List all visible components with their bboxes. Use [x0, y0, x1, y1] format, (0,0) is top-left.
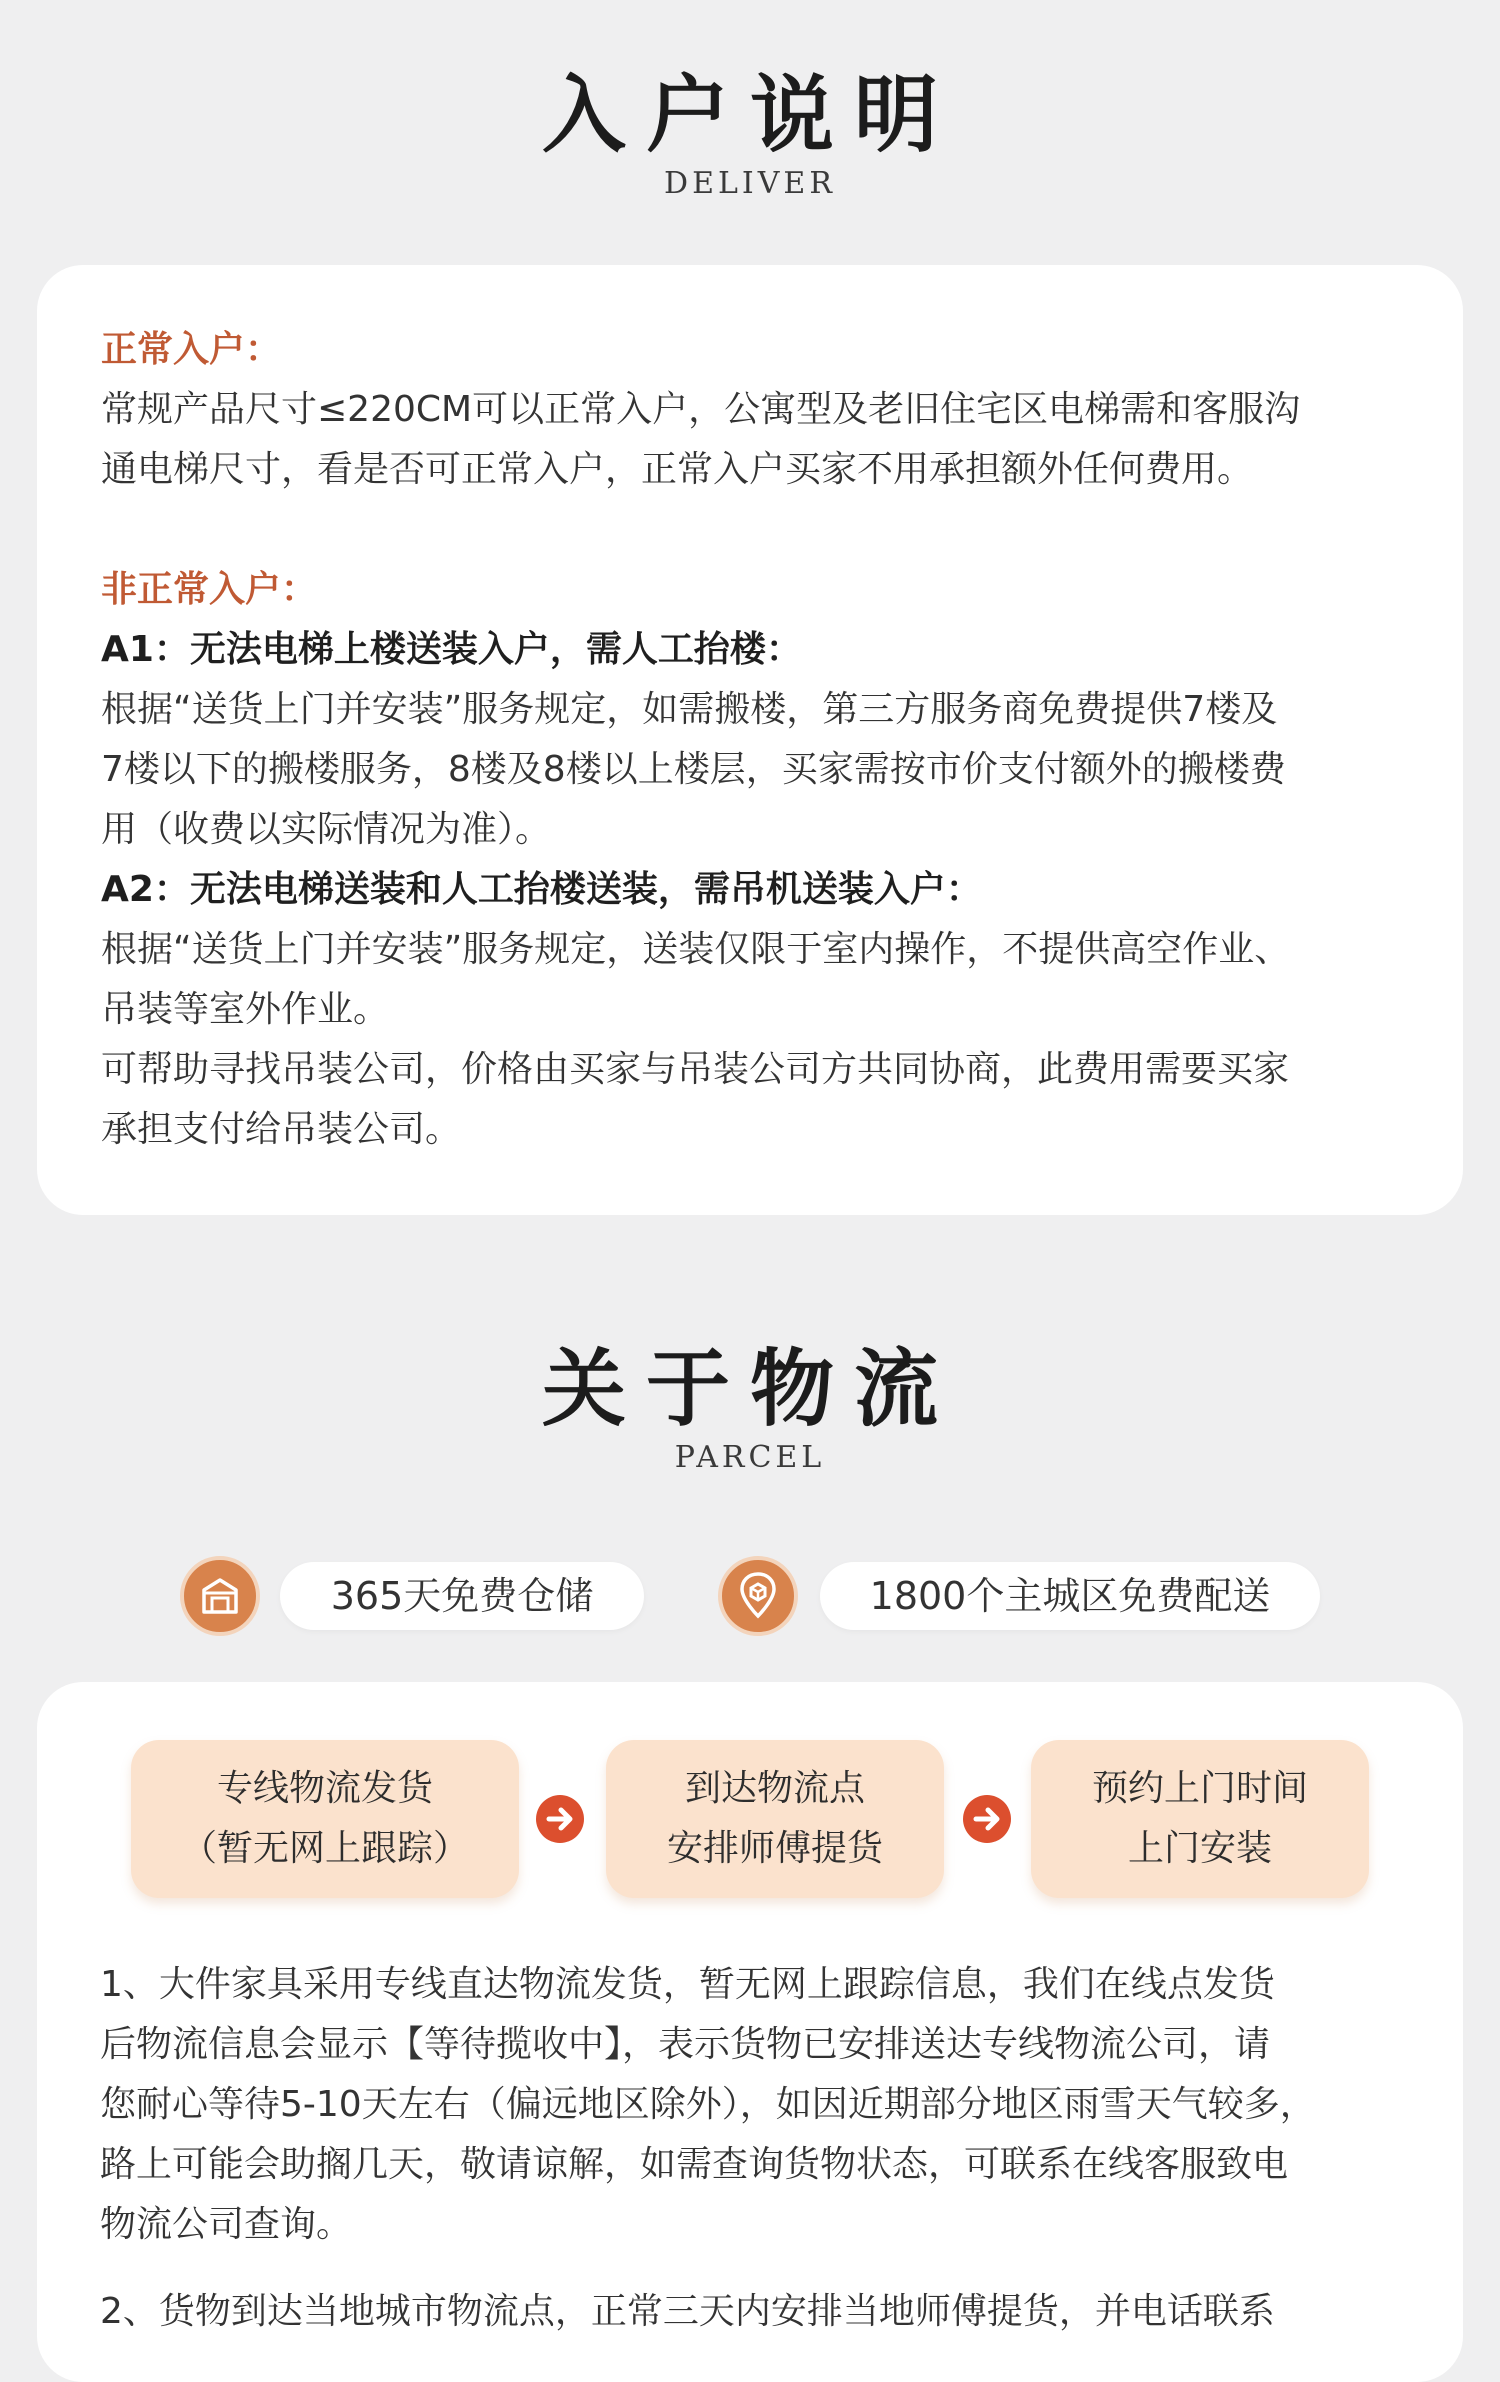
- step-arrive-logistics-point: [606, 1740, 944, 1898]
- note-line: 物流公司查询。: [100, 2204, 353, 2245]
- normal-delivery-line: 通电梯尺寸，看是否可正常入户，正常入户买家不用承担额外任何费用。: [101, 449, 1254, 490]
- a2-line: 根据“送货上门并安装”服务规定，送装仅限于室内操作，不提供高空作业、: [101, 929, 1291, 970]
- feature-label: 365天免费仓储: [280, 1562, 644, 1630]
- normal-delivery-line: 常规产品尺寸≤220CM可以正常入户，公寓型及老旧住宅区电梯需和客服沟: [101, 389, 1301, 430]
- a1-line: 用（收费以实际情况为准）。: [101, 809, 552, 850]
- a1-line: 7楼以下的搬楼服务，8楼及8楼以上楼层，买家需按市价支付额外的搬楼费: [101, 749, 1286, 790]
- abnormal-delivery-heading: 非正常入户：: [101, 569, 318, 610]
- section-subtitle-parcel: PARCEL: [674, 1440, 826, 1475]
- section-subtitle-deliver: DELIVER: [664, 166, 836, 201]
- a2-line: 承担支付给吊装公司。: [101, 1109, 462, 1150]
- feature-free-delivery: [718, 1556, 1320, 1636]
- arrow-right-icon: [963, 1795, 1011, 1843]
- step-line: （暂无网上跟踪）: [180, 1828, 469, 1869]
- step-schedule-install: [1031, 1740, 1369, 1898]
- note-line: 后物流信息会显示【等待揽收中】，表示货物已安排送达专线物流公司，请: [100, 2024, 1271, 2065]
- note-line: 1、大件家具采用专线直达物流发货，暂无网上跟踪信息，我们在线点发货: [100, 1964, 1275, 2005]
- step-line: 专线物流发货: [216, 1768, 433, 1809]
- logistics-note-2: [100, 2282, 1400, 2342]
- note-line: 2、货物到达当地城市物流点，正常三天内安排当地师傅提货，并电话联系: [100, 2291, 1275, 2332]
- section-title-parcel: 关于物流: [541, 1340, 958, 1438]
- deliver-info-card: [37, 265, 1463, 1215]
- section-title-deliver: 入户说明: [541, 66, 958, 164]
- step-line: 预约上门时间: [1091, 1768, 1308, 1809]
- note-line: 路上可能会助搁几天，敬请谅解，如需查询货物状态，可联系在线客服致电: [100, 2144, 1289, 2185]
- a2-heading: A2：无法电梯送装和人工抬楼送装，需吊机送装入户：: [101, 869, 982, 910]
- a1-line: 根据“送货上门并安装”服务规定，如需搬楼，第三方服务商免费提供7楼及: [101, 689, 1278, 730]
- feature-free-storage: [180, 1556, 650, 1636]
- a2-line: 吊装等室外作业。: [101, 989, 390, 1030]
- note-line: 您耐心等待5-10天左右（偏远地区除外），如因近期部分地区雨雪天气较多，: [100, 2084, 1316, 2125]
- a2-line: 可帮助寻找吊装公司，价格由买家与吊装公司方共同协商，此费用需要买家: [101, 1049, 1290, 1090]
- warehouse-icon: [180, 1556, 260, 1636]
- feature-label: 1800个主城区免费配送: [820, 1562, 1320, 1630]
- arrow-right-icon: [536, 1795, 584, 1843]
- step-line: 到达物流点: [684, 1768, 865, 1809]
- normal-delivery-heading: 正常入户：: [101, 329, 282, 370]
- step-line: 安排师傅提货: [666, 1828, 883, 1869]
- step-dedicated-shipping: [131, 1740, 519, 1898]
- package-location-icon: [718, 1556, 798, 1636]
- logistics-note-1: [100, 1955, 1400, 2255]
- step-line: 上门安装: [1127, 1828, 1272, 1869]
- a1-heading: A1：无法电梯上楼送装入户，需人工抬楼：: [101, 629, 802, 670]
